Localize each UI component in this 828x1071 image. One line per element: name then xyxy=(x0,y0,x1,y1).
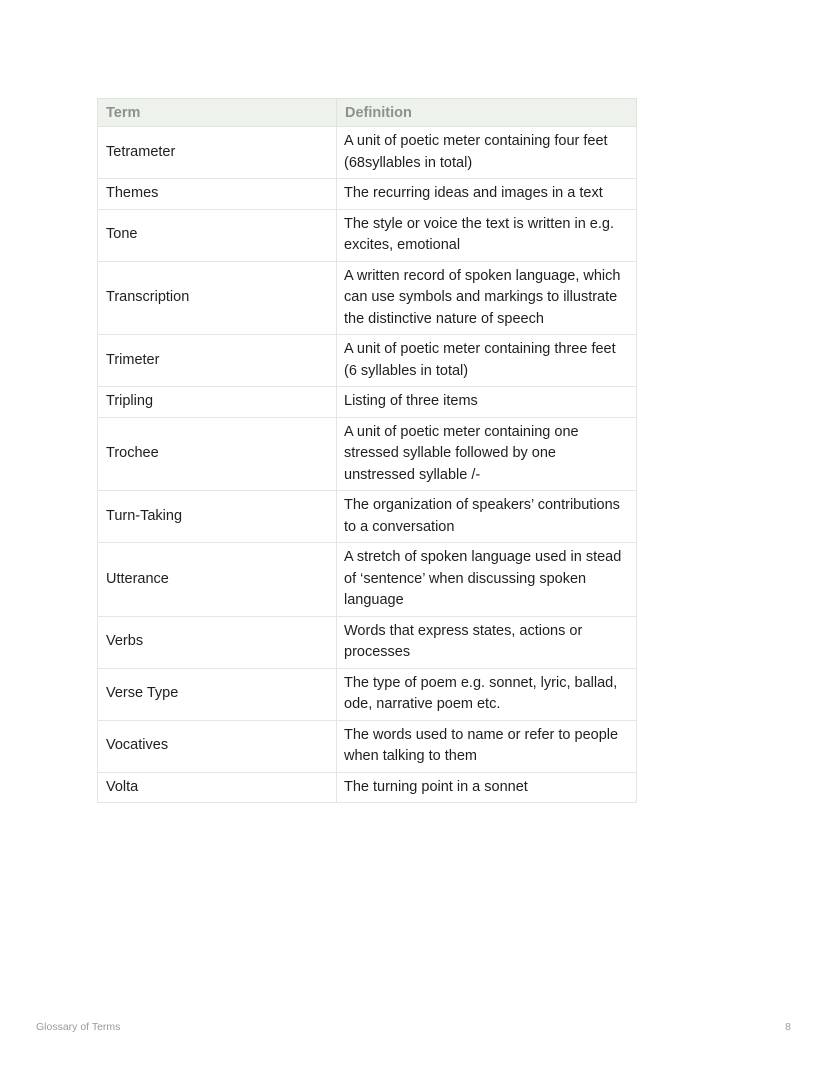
table-row xyxy=(98,543,637,617)
term-cell: Verbs xyxy=(98,616,337,668)
definition-cell: Words that express states, actions or processes xyxy=(337,616,637,668)
table-row xyxy=(98,491,637,543)
definition-cell: A written record of spoken language, which can use symbols and markings to illustrate the distinctive nature of speech xyxy=(337,261,637,335)
term-cell: Transcription xyxy=(98,261,337,335)
term-cell: Utterance xyxy=(98,543,337,617)
definition-cell: The recurring ideas and images in a text xyxy=(337,179,637,210)
definition-cell: The style or voice the text is written in e.g. excites, emotional xyxy=(337,209,637,261)
table-row xyxy=(98,616,637,668)
table-row xyxy=(98,179,637,210)
term-cell: Volta xyxy=(98,772,337,803)
definition-cell: The organization of speakers’ contributions to a conversation xyxy=(337,491,637,543)
definition-cell: Listing of three items xyxy=(337,387,637,418)
term-cell: Tetrameter xyxy=(98,127,337,179)
table-row xyxy=(98,335,637,387)
term-cell: Verse Type xyxy=(98,668,337,720)
definition-cell: A unit of poetic meter containing one stressed syllable followed by one unstressed syllable /- xyxy=(337,417,637,491)
column-header-definition: Definition xyxy=(337,99,637,127)
column-header-term: Term xyxy=(98,99,337,127)
definition-cell: The type of poem e.g. sonnet, lyric, ballad, ode, narrative poem etc. xyxy=(337,668,637,720)
table-row xyxy=(98,261,637,335)
glossary-table xyxy=(97,98,637,803)
table-row xyxy=(98,209,637,261)
term-cell: Turn-Taking xyxy=(98,491,337,543)
table-row xyxy=(98,417,637,491)
footer-page-number: 8 xyxy=(785,1021,791,1033)
definition-cell: A stretch of spoken language used in stead of ‘sentence’ when discussing spoken language xyxy=(337,543,637,617)
term-cell: Tripling xyxy=(98,387,337,418)
term-cell: Tone xyxy=(98,209,337,261)
table-row xyxy=(98,772,637,803)
table-row xyxy=(98,720,637,772)
definition-cell: The words used to name or refer to people when talking to them xyxy=(337,720,637,772)
table-row xyxy=(98,387,637,418)
table-row xyxy=(98,127,637,179)
footer-document-title: Glossary of Terms xyxy=(36,1021,121,1033)
term-cell: Themes xyxy=(98,179,337,210)
table-row xyxy=(98,668,637,720)
definition-cell: The turning point in a sonnet xyxy=(337,772,637,803)
term-cell: Trimeter xyxy=(98,335,337,387)
term-cell: Trochee xyxy=(98,417,337,491)
table-header-row xyxy=(98,99,637,127)
definition-cell: A unit of poetic meter containing three feet (6 syllables in total) xyxy=(337,335,637,387)
term-cell: Vocatives xyxy=(98,720,337,772)
definition-cell: A unit of poetic meter containing four feet (68syllables in total) xyxy=(337,127,637,179)
